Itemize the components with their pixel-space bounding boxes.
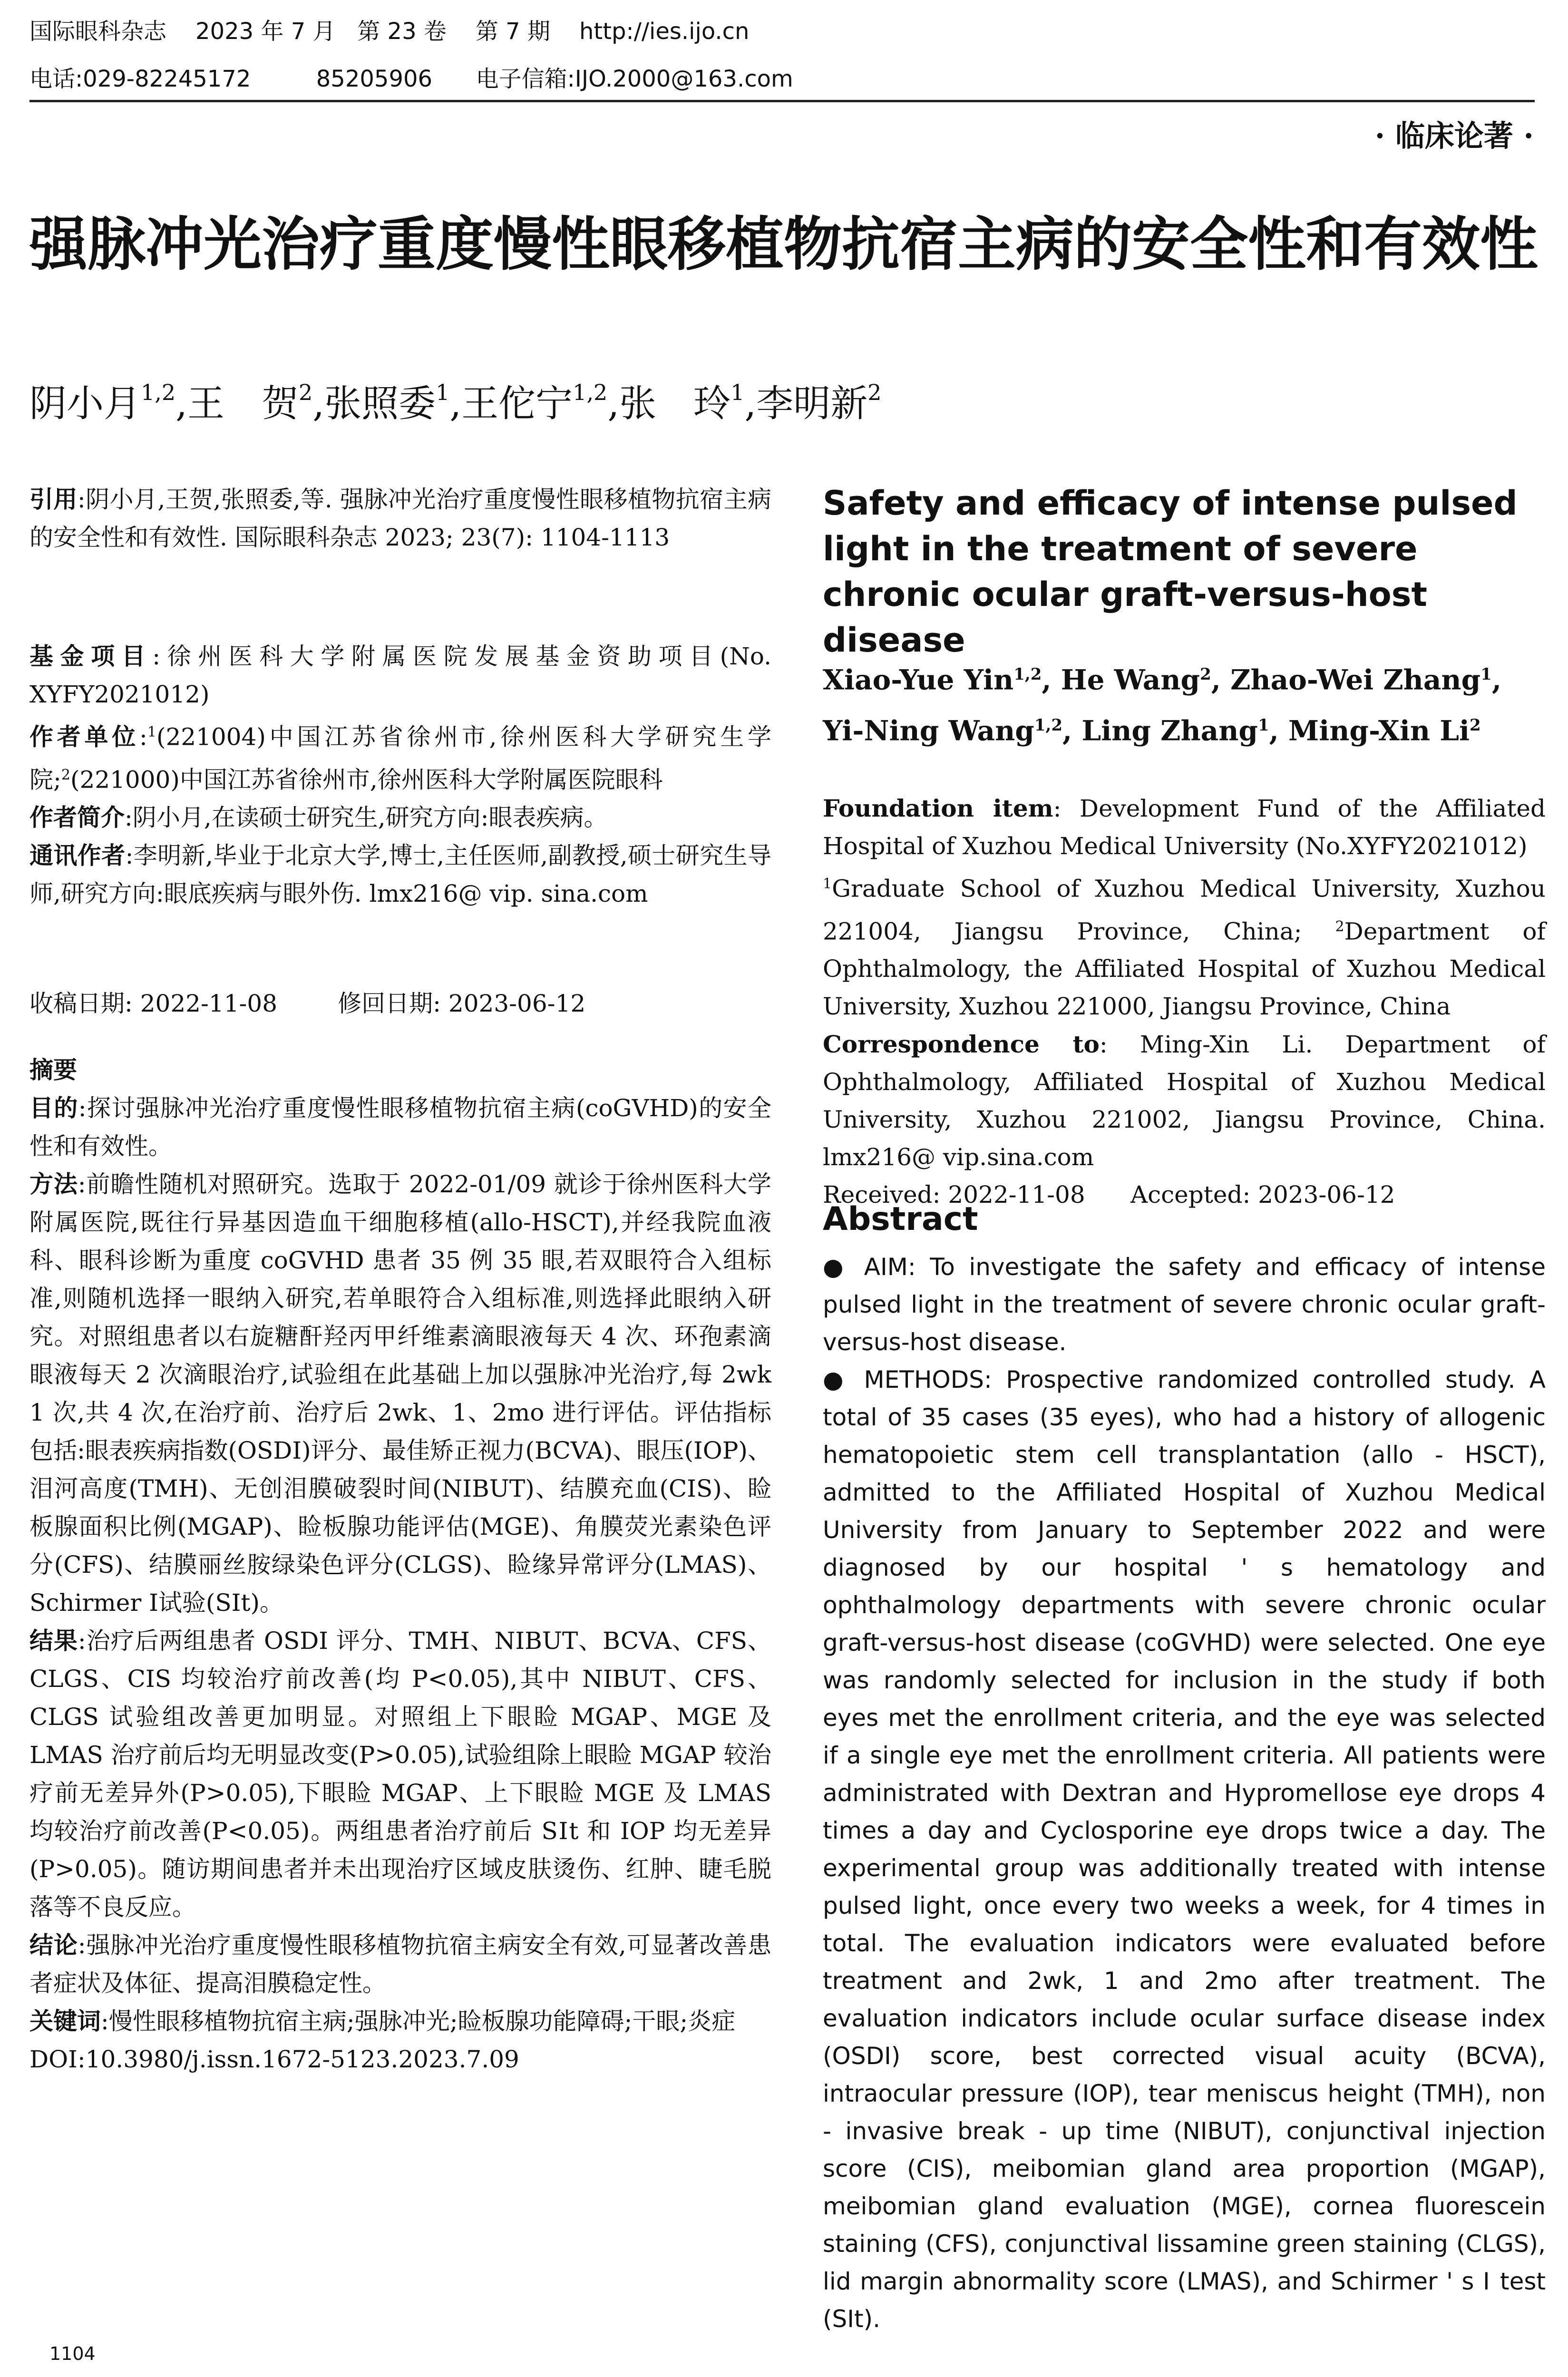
citation-label: 引用 — [29, 486, 78, 513]
author-affiliation-mark: 1 — [1257, 716, 1269, 735]
author-name: 阴小月 — [29, 382, 141, 425]
author-affiliation-mark: 2 — [1470, 716, 1481, 735]
journal-contact-line: 电话:029-82245172 85205906 电子信箱:IJO.2000@163.com — [29, 66, 793, 92]
bio-text: :阴小月,在读硕士研究生,研究方向:眼表疾病。 — [125, 804, 608, 832]
received-dates-en: Received: 2022-11-08 Accepted: 2023-06-12 — [823, 1181, 1395, 1209]
author-name: 王佗宁 — [461, 382, 573, 425]
corr-label: 通讯作者 — [29, 842, 126, 870]
author-name: 王 贺 — [187, 382, 299, 425]
author-unit-cn: 作者单位:$^1$(221004)中国江苏省徐州市,徐州医科大学研究生学院;$^2$(221000)中国江苏省徐州市,徐州医科大学附属医院眼科 — [29, 723, 772, 794]
author-affiliation-mark: 1,2 — [141, 380, 176, 405]
author-list-en: Xiao-Yue Yin$^{1,2}$, He Wang$^2$, Zhao-Wei Zhang$^1$, Yi-Ning Wang$^{1,2}$, Ling Zhang$^1$, Ming-Xin Li$^2$ — [823, 663, 1502, 747]
author-list-cn: 阴小月$^{1,2}$,王 贺$^2$,张照委$^1$,王佗宁$^{1,2}$,张 玲$^1$,李明新$^2$ — [29, 380, 882, 425]
keywords-label: 关键词 — [29, 2007, 101, 2035]
author-name: 张照委 — [324, 382, 436, 425]
abstract-heading-en: Abstract — [823, 1200, 978, 1238]
doi: DOI:10.3980/j.issn.1672-5123.2023.7.09 — [29, 2046, 519, 2073]
author-affiliation-mark: 1,2 — [573, 380, 608, 405]
author-name: 张 玲 — [619, 382, 731, 425]
citation-block — [29, 480, 771, 556]
author-name-en: Ling Zhang — [1081, 714, 1258, 747]
fund-label: 基金项目 — [29, 643, 153, 670]
header-divider — [29, 100, 1535, 102]
aim-label: ● AIM — [823, 1253, 908, 1281]
author-name-en: Xiao-Yue Yin — [823, 663, 1014, 696]
unit-mark: 1 — [147, 724, 156, 740]
aff-text: Graduate School of Xuzhou Medical University, Xuzhou 221004, Jiangsu Province, China; — [823, 875, 1546, 945]
correspondence-cn — [29, 837, 771, 913]
article-info-en — [823, 789, 1546, 1214]
methods-text-en: : Prospective randomized controlled study. A total of 35 cases (35 eyes), who had a history of allogenic hematopoietic stem cell transplantation (allo - HSCT), admitted to the Affiliated Hospital of Xuzhou Medical University from January to September 2022 and were diagnosed by our hospital ' s hematology and ophthalmology departments with severe chronic ocular graft-versus-host disease (coGVHD) were selected. One eye was randomly selected for inclusion in the study if both eyes met the enrollment criteria, and the eye was selected if a single eye met the enrollment criteria. All patients were administrated with Dextran and Hypromellose eye drops 4 times a day and Cyclosporine eye drops twice a day. The experimental group was additionally treated with intense pulsed light, once every two weeks a week, for 4 times in total. The evaluation indicators were evaluated before treatment and 2wk, 1 and 2mo after treatment. The evaluation indicators include ocular surface disease index (OSDI) score, best corrected visual acuity (BCVA), intraocular pressure (IOP), tear meniscus height (TMH), non - invasive break - up time (NIBUT), conjunctival injection score (CIS), meibomian gland area proportion (MGAP), meibomian gland evaluation (MGE), cornea fluorescein staining (CFS), conjunctival lissamine green staining (CLGS), lid margin abnormality score (LMAS), and Schirmer ' s Ⅰ test (SⅠt). — [823, 1366, 1546, 2333]
abstract-cn — [29, 1051, 771, 2078]
aff-mark: 1 — [823, 876, 832, 892]
author-affiliation-mark: 1,2 — [1034, 716, 1063, 735]
author-affiliation-mark: 2 — [298, 380, 313, 405]
corr-text-en: : Ming-Xin Li. Department of Ophthalmology, Affiliated Hospital of Xuzhou Medical University, Xuzhou 221002, Jiangsu Province, China. lmx216@ vip.sina.com — [823, 1031, 1546, 1171]
author-affiliation-mark: 1 — [1480, 665, 1492, 684]
section-label: · 临床论著 · — [1374, 118, 1534, 153]
author-affiliation-mark: 2 — [1200, 665, 1211, 684]
foundation-label: Foundation item — [823, 794, 1053, 822]
correspondence-en — [823, 1025, 1546, 1176]
article-title-en: Safety and efficacy of intense pulsed light in the treatment of severe chronic ocular graft-versus-host disease — [823, 484, 1518, 660]
unit-mark: 2 — [61, 766, 70, 783]
objective-label: 目的 — [29, 1094, 78, 1122]
conclusion-text: :强脉冲光治疗重度慢性眼移植物抗宿主病安全有效,可显著改善患者症状及体征、提高泪膜稳定性。 — [29, 1931, 771, 1997]
author-bio-cn — [29, 799, 771, 837]
foundation-text: : Development Fund of the Affiliated Hospital of Xuzhou Medical University (No.XYFY2021012) — [823, 795, 1546, 860]
abstract-en — [823, 1248, 1546, 2338]
author-affiliation-mark: 1,2 — [1013, 665, 1042, 684]
methods-label-en: ● METHODS — [823, 1366, 984, 1393]
affiliations-en — [823, 865, 1546, 1025]
keywords-text: :慢性眼移植物抗宿主病;强脉冲光;睑板腺功能障碍;干眼;炎症 — [101, 2007, 736, 2035]
methods-label: 方法 — [29, 1170, 78, 1198]
unit-text: (221000)中国江苏省徐州市,徐州医科大学附属医院眼科 — [70, 766, 663, 794]
unit-label: 作者单位 — [29, 723, 140, 751]
foundation-item-en — [823, 789, 1546, 865]
received-dates-cn: 收稿日期: 2022-11-08 修回日期: 2023-06-12 — [29, 990, 586, 1017]
abstract-results — [29, 1622, 771, 1926]
unit-text: (221004)中国江苏省徐州市,徐州医科大学研究生学院; — [29, 723, 772, 794]
results-text: :治疗后两组患者 OSDI 评分、TMH、NIBUT、BCVA、CFS、CLGS、CIS 均较治疗前改善(均 P<0.05),其中 NIBUT、CFS、CLGS 试验组改善更加明显。对照组上下眼睑 MGAP、MGE 及 LMAS 治疗前后均无明显改变(P>0.05),试验组除上眼睑 MGAP 较治疗前无差异外(P>0.05),下眼睑 MGAP、上下眼睑 MGE 及 LMAS 均较治疗前改善(P<0.05)。两组患者治疗前后 SⅠt 和 IOP 均无差异(P>0.05)。随访期间患者并未出现治疗区域皮肤烫伤、红肿、睫毛脱落等不良反应。 — [29, 1627, 771, 1921]
conclusion-label: 结论 — [29, 1931, 78, 1959]
author-name-en: Yi-Ning Wang — [823, 714, 1034, 747]
aim-text: : To investigate the safety and efficacy of intense pulsed light in the treatment of severe chronic ocular graft-versus-host disease. — [823, 1253, 1546, 1356]
author-name: 李明新 — [756, 382, 868, 425]
author-affiliation-mark: 2 — [867, 380, 882, 405]
abstract-aim — [823, 1248, 1546, 1361]
abstract-methods — [29, 1165, 771, 1622]
article-title-cn: 强脉冲光治疗重度慢性眼移植物抗宿主病的安全性和有效性 — [29, 211, 1538, 278]
author-name-en: Zhao-Wei Zhang — [1230, 663, 1481, 696]
author-affiliation-mark: 1 — [730, 380, 745, 405]
methods-text: :前瞻性随机对照研究。选取于 2022-01/09 就诊于徐州医科大学附属医院,既往行异基因造血干细胞移植(allo-HSCT),并经我院血液科、眼科诊断为重度 coGVHD 患者 35 例 35 眼,若双眼符合入组标准,则随机选择一眼纳入研究,若单眼符合入组标准,则选择此眼纳入研究。对照组患者以右旋糖酐羟丙甲纤维素滴眼液每天 4 次、环孢素滴眼液每天 2 次滴眼治疗,试验组在此基础上加以强脉冲光治疗,每 2wk 1 次,共 4 次,在治疗前、治疗后 2wk、1、2mo 进行评估。评估指标包括:眼表疾病指数(OSDI)评分、最佳矫正视力(BCVA)、眼压(IOP)、泪河高度(TMH)、无创泪膜破裂时间(NIBUT)、结膜充血(CIS)、睑板腺面积比例(MGAP)、睑板腺功能评估(MGE)、角膜荧光素染色评分(CFS)、结膜丽丝胺绿染色评分(CLGS)、睑缘异常评分(LMAS)、Schirmer Ⅰ试验(SⅠt)。 — [29, 1170, 771, 1617]
abstract-conclusion — [29, 1926, 771, 2002]
author-name-en: Ming-Xin Li — [1288, 714, 1470, 747]
keywords-cn — [29, 2002, 771, 2040]
aff-mark: 2 — [1335, 918, 1344, 935]
article-info-cn — [29, 637, 771, 913]
aff-text: Department of Ophthalmology, the Affiliated Hospital of Xuzhou Medical University, Xuzhou 221000, Jiangsu Province, China — [823, 917, 1546, 1021]
author-affiliation-mark: 1 — [436, 380, 450, 405]
abstract-objective — [29, 1089, 771, 1165]
corr-text: :李明新,毕业于北京大学,博士,主任医师,副教授,硕士研究生导师,研究方向:眼底疾病与眼外伤. lmx216@ vip. sina.com — [29, 842, 772, 908]
corr-label-en: Correspondence to — [823, 1030, 1100, 1059]
author-name-en: He Wang — [1061, 663, 1200, 696]
page-number: 1104 — [49, 2343, 96, 2364]
abstract-methods-en — [823, 1361, 1546, 2338]
bio-label: 作者简介 — [29, 804, 125, 832]
objective-text: :探讨强脉冲光治疗重度慢性眼移植物抗宿主病(coGVHD)的安全性和有效性。 — [29, 1094, 771, 1160]
fund-text: :徐州医科大学附属医院发展基金资助项目(No. XYFY2021012) — [29, 643, 771, 708]
fund-item-cn — [29, 637, 771, 713]
results-label: 结果 — [29, 1627, 78, 1655]
abstract-heading-cn: 摘要 — [29, 1056, 77, 1084]
journal-header-line: 国际眼科杂志 2023 年 7 月 第 23 卷 第 7 期 http://ies.ijo.cn — [29, 18, 750, 45]
citation-text: :阴小月,王贺,张照委,等. 强脉冲光治疗重度慢性眼移植物抗宿主病的安全性和有效性. 国际眼科杂志 2023; 23(7): 1104-1113 — [29, 486, 772, 551]
